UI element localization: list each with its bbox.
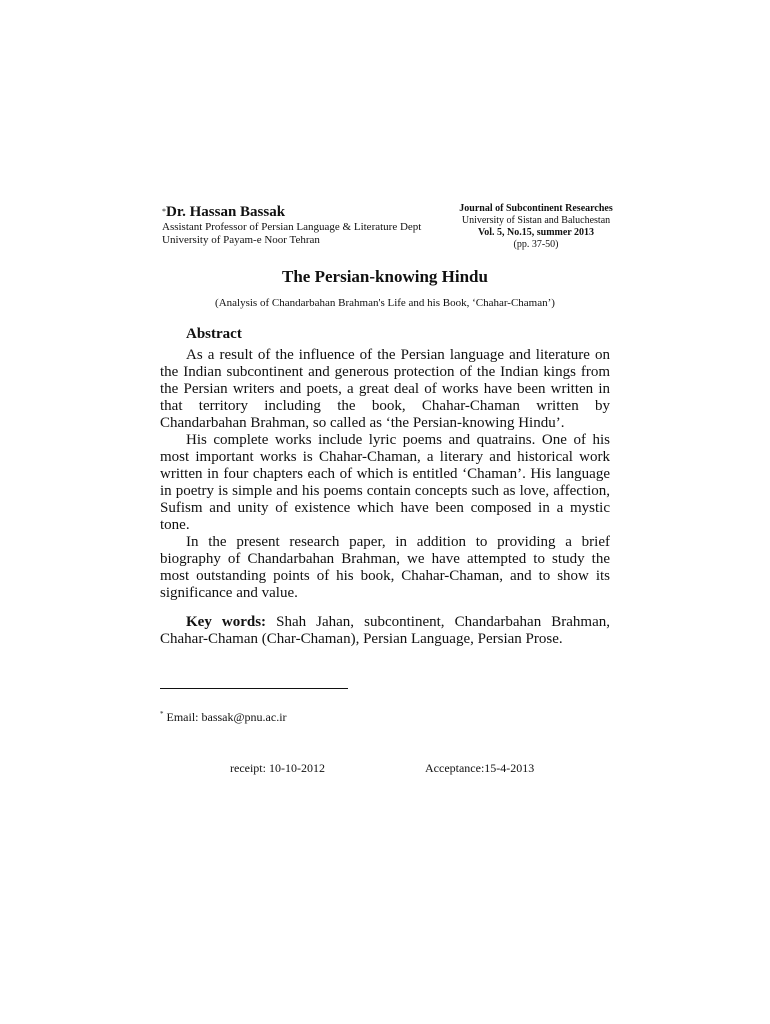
paper-subtitle: (Analysis of Chandarbahan Brahman's Life and his Book, ‘Chahar-Chaman’)	[215, 297, 555, 309]
author-footnote-marker: *	[162, 207, 166, 216]
receipt-date: receipt: 10-10-2012	[230, 761, 325, 775]
abstract-paragraph: In the present research paper, in addition to providing a brief biography of Chandarbahan Brahman, we have attempted to study the most outstanding points of his book, Chahar-Chaman, and to show its significance and value.	[160, 534, 610, 601]
journal-pages: (pp. 37-50)	[513, 239, 559, 250]
footnote-divider	[160, 688, 348, 689]
author-position: Assistant Professor of Persian Language & Literature Dept	[162, 221, 422, 233]
author-name-text: Dr. Hassan Bassak	[166, 204, 286, 220]
journal-block	[446, 203, 626, 251]
keywords-label: Key words:	[186, 614, 267, 630]
journal-volume: Vol. 5, No.15, summer 2013	[477, 227, 595, 238]
acceptance-date: Acceptance:15-4-2013	[425, 761, 535, 775]
footnote-email: Email: bassak@pnu.ac.ir	[163, 710, 287, 724]
abstract-heading: Abstract	[186, 326, 242, 342]
journal-university: University of Sistan and Baluchestan	[461, 215, 611, 226]
author-university: University of Payam-e Noor Tehran	[162, 234, 320, 246]
journal-name: Journal of Subcontinent Researches	[459, 203, 613, 214]
footnote	[160, 710, 287, 725]
abstract-paragraph: His complete works include lyric poems and quatrains. One of his most important works is Chahar-Chaman, a literary and historical work written in four chapters each of which is entitled ‘Chaman’. His language in poetry is simple and his poems contain concepts such as love, affection, Sufism and unity of existence which have been composed in a mystic tone.	[160, 432, 610, 533]
keywords-text: Shah Jahan, subcontinent, Chandarbahan Brahman, Chahar-Chaman (Char-Chaman), Persian Language, Persian Prose.	[160, 614, 610, 647]
author-block	[162, 203, 462, 247]
paper-title: The Persian-knowing Hindu	[282, 267, 488, 286]
keywords	[160, 614, 610, 648]
abstract-body	[160, 347, 610, 602]
abstract-paragraph: As a result of the influence of the Persian language and literature on the Indian subcontinent and generous protection of the Indian kings from the Persian writers and poets, a great deal of works have been written in that territory including the book, Chahar-Chaman written by Chandarbahan Brahman, so called as ‘the Persian-knowing Hindu’.	[160, 347, 610, 431]
footnote-marker: *	[160, 710, 164, 718]
author-name	[162, 203, 462, 221]
